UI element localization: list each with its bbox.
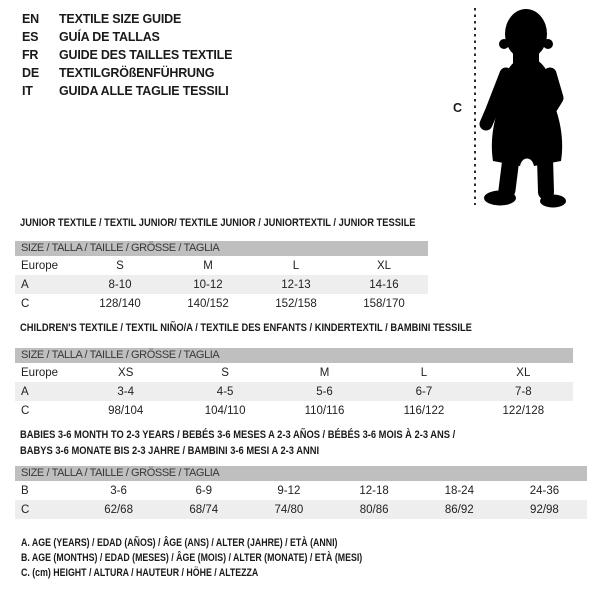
legend-line-b: B. AGE (MONTHS) / EDAD (MESES) / ÂGE (MOIS) / ALTER (MONATE) / ETÀ (MESI) [21,552,363,564]
junior-textile-table [15,217,428,313]
cell-value: 98/104 [108,404,144,417]
row-label: C [21,404,30,417]
cell-value: 116/122 [403,404,445,417]
cell-value: 158/170 [363,297,405,310]
legend [21,536,362,581]
cell-value: XS [118,366,134,379]
cell-value: M [203,259,213,272]
cell-value: 8-10 [108,278,132,291]
size-header-bar: SIZE / TALLA / TAILLE / GRÖSSE / TAGLIA [15,348,573,363]
language-label: GUIDA ALLE TAGLIE TESSILI [59,84,229,98]
row-label: C [21,503,30,516]
language-code: DE [22,66,39,80]
language-row-it [22,82,232,100]
cell-value: 12-18 [359,484,389,497]
language-row-en [22,10,232,28]
cell-value: 122/128 [502,404,545,417]
cell-value: 140/152 [187,297,229,310]
cell-value: 104/110 [204,404,246,417]
legend-line-c: C. (cm) HEIGHT / ALTURA / HAUTEUR / HÖHE / ALTEZZA [21,567,259,579]
row-label: Europe [21,259,59,272]
cell-value: 3-4 [117,385,135,398]
table-row [15,382,573,401]
cell-value: XL [516,366,531,379]
cell-value: M [319,366,330,379]
height-measure-label: C [453,101,463,115]
table-title: JUNIOR TEXTILE / TEXTIL JUNIOR/ TEXTILE JUNIOR / JUNIORTEXTIL / JUNIOR TESSILE [20,217,416,229]
language-code: FR [22,48,39,62]
baby-figure [450,0,595,212]
cell-value: 74/80 [274,503,304,516]
language-label: GUÍA DE TALLAS [59,30,160,44]
language-list [22,10,232,100]
language-label: TEXTILGRÖßENFÜHRUNG [59,66,215,80]
language-code: EN [22,12,39,26]
cell-value: 7-8 [515,385,532,398]
cell-value: 152/158 [275,297,317,310]
table-row [15,294,428,313]
cell-value: 6-9 [195,484,213,497]
language-row-de [22,64,232,82]
babies-textile-table [15,427,587,519]
cell-value: 18-24 [444,484,474,497]
cell-value: XL [376,259,392,272]
table-title: CHILDREN'S TEXTILE / TEXTIL NIÑO/A / TEXTILE DES ENFANTS / KINDERTEXTIL / BAMBINI TESSILE [20,322,472,334]
cell-value: 24-36 [529,484,560,497]
table-row [15,500,587,519]
table-row [15,481,587,500]
language-label: TEXTILE SIZE GUIDE [59,12,182,26]
cell-value: 68/74 [189,503,219,516]
row-label: B [21,484,29,497]
baby-silhouette-icon [450,0,595,212]
table-rows [15,363,573,420]
language-code: IT [22,84,33,98]
cell-value: L [292,259,300,272]
cell-value: 12-13 [281,278,311,291]
legend-line-a: A. AGE (YEARS) / EDAD (AÑOS) / ÂGE (ANS) / ALTER (JAHRE) / ETÀ (ANNI) [21,537,338,549]
table-row [15,363,573,382]
cell-value: 6-7 [415,385,433,398]
row-label: C [21,297,30,310]
row-label: A [21,278,29,291]
cell-value: 5-6 [316,385,333,398]
cell-value: 10-12 [193,278,223,291]
size-header-bar: SIZE / TALLA / TAILLE / GRÖSSE / TAGLIA [15,466,587,481]
table-row [15,256,428,275]
cell-value: 80/86 [359,503,389,516]
cell-value: 3-6 [110,484,127,497]
cell-value: S [116,259,124,272]
table-title [20,427,502,459]
table-row [15,401,573,420]
cell-value: 128/140 [99,297,141,310]
table-title-line-2: BABYS 3-6 MONATE BIS 2-3 JAHRE / BAMBINI 3-6 MESI A 2-3 ANNI [20,445,320,457]
language-row-fr [22,46,232,64]
cell-value: 9-12 [277,484,301,497]
cell-value: 4-5 [216,385,234,398]
table-rows [15,256,428,313]
table-rows [15,481,587,519]
language-code: ES [22,30,39,44]
cell-value: 92/98 [530,503,559,516]
cell-value: 62/68 [104,503,133,516]
size-header-bar: SIZE / TALLA / TAILLE / GRÖSSE / TAGLIA [15,241,428,256]
cell-value: 86/92 [444,503,474,516]
cell-value: 14-16 [369,278,399,291]
row-label: A [21,385,29,398]
cell-value: S [221,366,229,379]
childrens-textile-table [15,322,573,420]
row-label: Europe [21,366,59,379]
cell-value: L [420,366,428,379]
language-row-es [22,28,232,46]
language-label: GUIDE DES TAILLES TEXTILE [59,48,233,62]
cell-value: 110/116 [304,404,345,417]
table-title-line-1: BABIES 3-6 MONTH TO 2-3 YEARS / BEBÉS 3-6 MESES A 2-3 AÑOS / BÉBÉS 3-6 MOIS À 2-3 ANS / [20,429,456,441]
table-row [15,275,428,294]
